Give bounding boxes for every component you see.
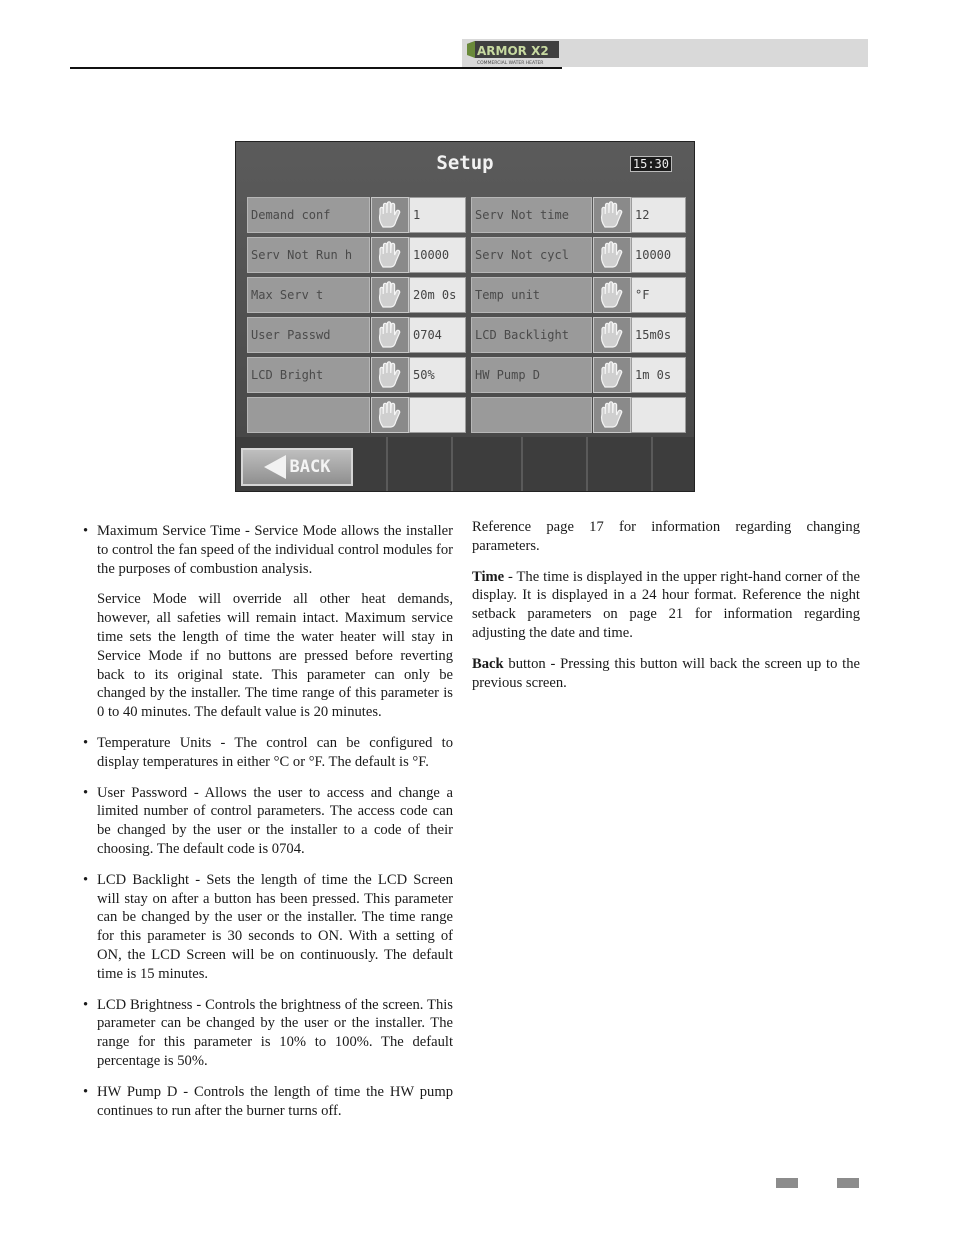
list-item-max-service-time <box>83 522 453 578</box>
hand-icon[interactable] <box>593 317 631 353</box>
parameter-value: 12 <box>631 197 686 233</box>
back-paragraph: Back button - Pressing this button will back the screen up to the previous screen. <box>472 655 860 691</box>
back-button-label: BACK <box>289 457 331 477</box>
parameter-label: Serv Not cycl <box>471 237 592 273</box>
list-item-temperature-units: • Temperature Units - The control can be configured to display temperatures in either °C or °F. The default is °F. <box>83 734 453 770</box>
parameter-value: °F <box>631 277 686 313</box>
reference-paragraph: Reference page 17 for information regarding changing parameters. <box>472 519 860 554</box>
parameter-value: 50% <box>409 357 466 393</box>
item-text: HW Pump D - Controls the length of time the HW pump continues to run after the burner turns off. <box>97 1083 453 1119</box>
hand-icon[interactable] <box>593 237 631 273</box>
hand-icon[interactable] <box>593 277 631 313</box>
time-paragraph: Time - The time is displayed in the upper right-hand corner of the display. It is displayed in a 24 hour format. Reference the night setback parameters on page 21 for information regarding adjusting the date and time. <box>472 568 860 641</box>
header-rule <box>70 67 562 69</box>
parameter-row <box>236 237 695 273</box>
parameter-label: Serv Not time <box>471 197 592 233</box>
parameter-row <box>236 277 695 313</box>
list-item-user-password: • User Password - Allows the user to access and change a limited number of control parameters. The access code can be changed by the user or the installer to a code of their choosing. The default code is 0704. <box>83 784 453 857</box>
parameter-label: Serv Not Run h <box>247 237 370 273</box>
service-mode-paragraph: Service Mode will override all other heat demands, however, all safeties will remain intact. Maximum service time sets the length of time the water heater will stay in Service Mode if no buttons are pressed before reverting back to its original state. This parameter can only be changed by the installer. The time range of this parameter is 0 to 40 minutes. The default value is 20 minutes. <box>97 591 453 721</box>
svg-text:ARMOR X2: ARMOR X2 <box>477 44 549 58</box>
parameter-value: 10000 <box>631 237 686 273</box>
left-arrow-icon <box>264 455 286 479</box>
parameter-label <box>471 397 592 433</box>
armor-x2-logo <box>465 40 561 66</box>
parameter-row <box>236 317 695 353</box>
item-text: User Password - Allows the user to access and change a limited number of control parameters. The access code can be changed by the user or the installer to a code of their choosing. The default code is 0704. <box>97 784 453 857</box>
parameter-row <box>236 357 695 393</box>
right-column <box>472 518 860 704</box>
clock-display: 15:30 <box>630 156 672 172</box>
item-text: LCD Brightness - Controls the brightness of the screen. This parameter can be changed by the user or the installer. The range for this parameter is 10% to 100%. The default percentage is 50%. <box>97 996 453 1069</box>
parameter-label: HW Pump D <box>471 357 592 393</box>
parameter-value: 15m0s <box>631 317 686 353</box>
svg-text:COMMERCIAL WATER HEATER: COMMERCIAL WATER HEATER <box>477 61 544 66</box>
hand-icon[interactable] <box>593 197 631 233</box>
parameter-label: User Passwd <box>247 317 370 353</box>
parameter-label: Max Serv t <box>247 277 370 313</box>
parameter-label: LCD Bright <box>247 357 370 393</box>
back-button[interactable] <box>241 448 353 486</box>
parameter-value <box>631 397 686 433</box>
hand-icon[interactable] <box>593 397 631 433</box>
setup-screen <box>235 141 695 492</box>
screen-title: Setup <box>436 152 494 174</box>
parameter-value: 1m 0s <box>631 357 686 393</box>
parameter-label: LCD Backlight <box>471 317 592 353</box>
back-term: Back <box>472 655 504 672</box>
parameter-row <box>236 197 695 233</box>
item-text: Temperature Units - The control can be configured to display temperatures in either °C or °F. The default is °F. <box>97 734 453 770</box>
parameter-value: 10000 <box>409 237 466 273</box>
bullet: • <box>83 523 89 539</box>
hand-icon[interactable] <box>593 357 631 393</box>
left-column <box>83 522 453 1132</box>
footer-marker-left <box>776 1178 798 1188</box>
list-item-hw-pump-d: • HW Pump D - Controls the length of time the HW pump continues to run after the burner turns off. <box>83 1083 453 1119</box>
item-text: Maximum Service Time - Service Mode allows the installer to control the fan speed of the individual control modules for the purposes of combustion analysis. <box>97 523 453 577</box>
footer-marker-right <box>837 1178 859 1188</box>
item-text: LCD Backlight - Sets the length of time the LCD Screen will stay on after a button has been pressed. This parameter can be changed by the user or the installer. The time range for this parameter is 30 seconds to ON. With a setting of ON, the LCD Screen will be on continuously. The default time is 15 minutes. <box>97 871 453 982</box>
parameter-value: 0704 <box>409 317 466 353</box>
parameter-label: Demand conf <box>247 197 370 233</box>
parameter-row <box>236 397 695 433</box>
parameter-value: 1 <box>409 197 466 233</box>
time-term: Time <box>472 568 505 585</box>
list-item-lcd-brightness: • LCD Brightness - Controls the brightness of the screen. This parameter can be changed by the user or the installer. The range for this parameter is 10% to 100%. The default percentage is 50%. <box>83 996 453 1069</box>
list-item-lcd-backlight: • LCD Backlight - Sets the length of time the LCD Screen will stay on after a button has been pressed. This parameter can be changed by the user or the installer. The time range for this parameter is 30 seconds to ON. With a setting of ON, the LCD Screen will be on continuously. The default time is 15 minutes. <box>83 871 453 982</box>
parameter-value: 20m 0s <box>409 277 466 313</box>
parameter-label: Temp unit <box>471 277 592 313</box>
